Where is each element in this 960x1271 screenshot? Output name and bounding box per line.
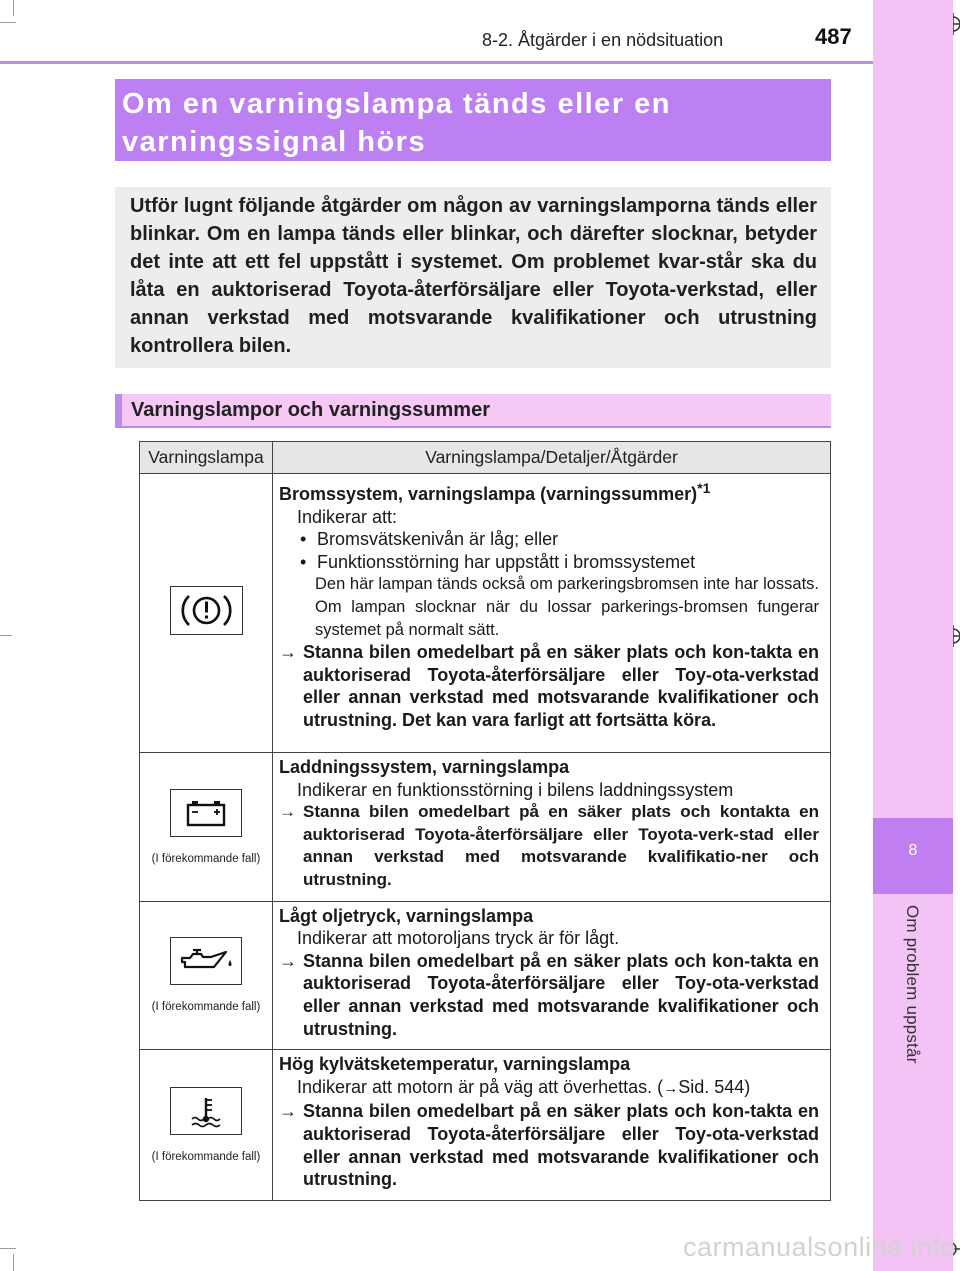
lamp-indication: Indikerar att motoroljans tryck är för lågt.	[297, 928, 620, 949]
footnote-marker: *1	[697, 480, 711, 496]
availability-note: (I förekommande fall)	[151, 1150, 261, 1163]
table-row	[140, 901, 831, 1050]
lamp-action	[279, 1100, 819, 1190]
section-accent-bar	[115, 394, 122, 426]
crop-mark	[0, 22, 16, 23]
arrow-icon: →	[279, 802, 296, 822]
lamp-title: Laddningssystem, varningslampa	[279, 757, 570, 777]
availability-note: (I förekommande fall)	[151, 852, 261, 865]
arrow-icon: →	[279, 1101, 297, 1122]
lamp-cell	[140, 474, 273, 753]
lamp-details-cell	[273, 753, 831, 902]
crop-mark	[13, 1254, 14, 1271]
crop-mark	[0, 1248, 16, 1249]
lamp-action-text: Stanna bilen omedelbart på en säker plats och kon-takta en auktoriserad Toyota-återförsäljare eller Toy-ota-verkstad eller annan verkstad med motsvarande kvalifikationer och utrustning.	[303, 950, 819, 1039]
chapter-number: 8	[908, 842, 918, 859]
lamp-action	[279, 950, 819, 1040]
lamp-cell	[140, 901, 273, 1050]
table-row	[140, 1050, 831, 1201]
lamp-title: Bromssystem, varningslampa (varningssummer)	[279, 484, 698, 504]
lamp-indication	[279, 1076, 819, 1101]
chapter-tab[interactable]	[873, 818, 953, 894]
lamp-action-text: Stanna bilen omedelbart på en säker plats och kon-takta en auktoriserad Toyota-återförsäljare eller Toy-ota-verkstad eller annan verkstad med motsvarande kvalifikationer och utrustning. Det kan vara farligt att fortsätta köra.	[303, 642, 819, 730]
page-title-line-2: varningssignal hörs	[122, 126, 427, 158]
lamp-action	[279, 801, 819, 891]
oil-pressure-icon	[170, 937, 242, 985]
list-item-text: Bromsvätskenivån är låg; eller	[317, 529, 559, 550]
coolant-temperature-icon	[170, 1087, 242, 1135]
page-number: 487	[815, 24, 852, 49]
lamp-details-cell	[273, 901, 831, 1050]
arrow-icon: →	[279, 950, 297, 971]
lamp-cell	[140, 1050, 273, 1201]
brake-warning-icon	[170, 586, 243, 635]
table-header-lamp: Varningslampa	[140, 442, 273, 474]
lamp-indication-text: Indikerar att motorn är på väg att överhettas. (	[297, 1076, 664, 1097]
lamp-action-text: Stanna bilen omedelbart på en säker plats och kontakta en auktoriserad Toyota-återförsäljare eller Toyota-verk-stad eller annan verkstad med motsvarande kvalifikatio-ner och utrustning.	[303, 802, 819, 889]
arrow-icon: →	[279, 642, 297, 663]
page-title-banner	[115, 79, 831, 161]
page-title-line-1: Om en varningslampa tänds eller en	[122, 88, 671, 120]
section-heading	[115, 394, 831, 428]
list-item: • Funktionsstörning har uppstått i bromssystemet	[300, 551, 696, 572]
crop-mark	[13, 0, 14, 16]
lamp-indication: Indikerar en funktionsstörning i bilens laddningssystem	[297, 779, 734, 800]
lamp-details-cell	[273, 474, 831, 753]
table-header-details: Varningslampa/Detaljer/Åtgärder	[273, 442, 831, 474]
watermark: carmanualsonline.info	[683, 1232, 957, 1262]
section-title: Varningslampor och varningssummer	[131, 399, 490, 421]
arrow-icon: →	[663, 1079, 679, 1097]
lamp-details-cell	[273, 1050, 831, 1201]
lamp-indication: Indikerar att:	[297, 506, 398, 527]
lamp-title: Hög kylvätsketemperatur, varningslampa	[279, 1054, 631, 1075]
running-header: 8-2. Åtgärder i en nödsituation	[482, 30, 724, 50]
list-item-text: Funktionsstörning har uppstått i bromssystemet	[317, 551, 696, 572]
lamp-subnote: Den här lampan tänds också om parkeringsbromsen inte har lossats. Om lampan slocknar när du lossar parkerings-bromsen fungerar systemet på normalt sätt.	[315, 575, 819, 639]
chapter-title: Om problem uppstår	[903, 905, 922, 1064]
list-item: • Bromsvätskenivån är låg; eller	[300, 529, 559, 550]
warning-lamp-table	[139, 441, 831, 1201]
lamp-cell	[140, 753, 273, 902]
lamp-action-text: Stanna bilen omedelbart på en säker plats och kon-takta en auktoriserad Toyota-återförsäljare eller Toy-ota-verkstad eller annan verkstad med motsvarande kvalifikationer och utrustning.	[303, 1101, 819, 1190]
table-row	[140, 753, 831, 902]
battery-icon	[170, 789, 242, 837]
intro-text: Utför lugnt följande åtgärder om någon av varningslamporna tänds eller blinkar. Om en lampa tänds eller blinkar, och därefter slocknar, betyder det inte att ett fel uppstått i systemet. Om problemet kvar-står ska du låta en auktoriserad Toyota-återförsäljare eller Toyota-verkstad, eller annan verkstad med motsvarande kvalifikationer och utrustning kontrollera bilen.	[130, 195, 817, 357]
chapter-side-strip	[873, 0, 953, 1271]
crop-mark	[0, 635, 12, 636]
table-row	[140, 474, 831, 753]
lamp-title: Lågt oljetryck, varningslampa	[279, 905, 534, 926]
availability-note: (I förekommande fall)	[151, 1001, 261, 1014]
lamp-action	[279, 641, 819, 731]
header-divider	[0, 61, 873, 64]
intro-box	[115, 187, 831, 368]
table-header-row	[140, 442, 831, 474]
page-reference-link[interactable]: Sid. 544)	[678, 1076, 751, 1097]
